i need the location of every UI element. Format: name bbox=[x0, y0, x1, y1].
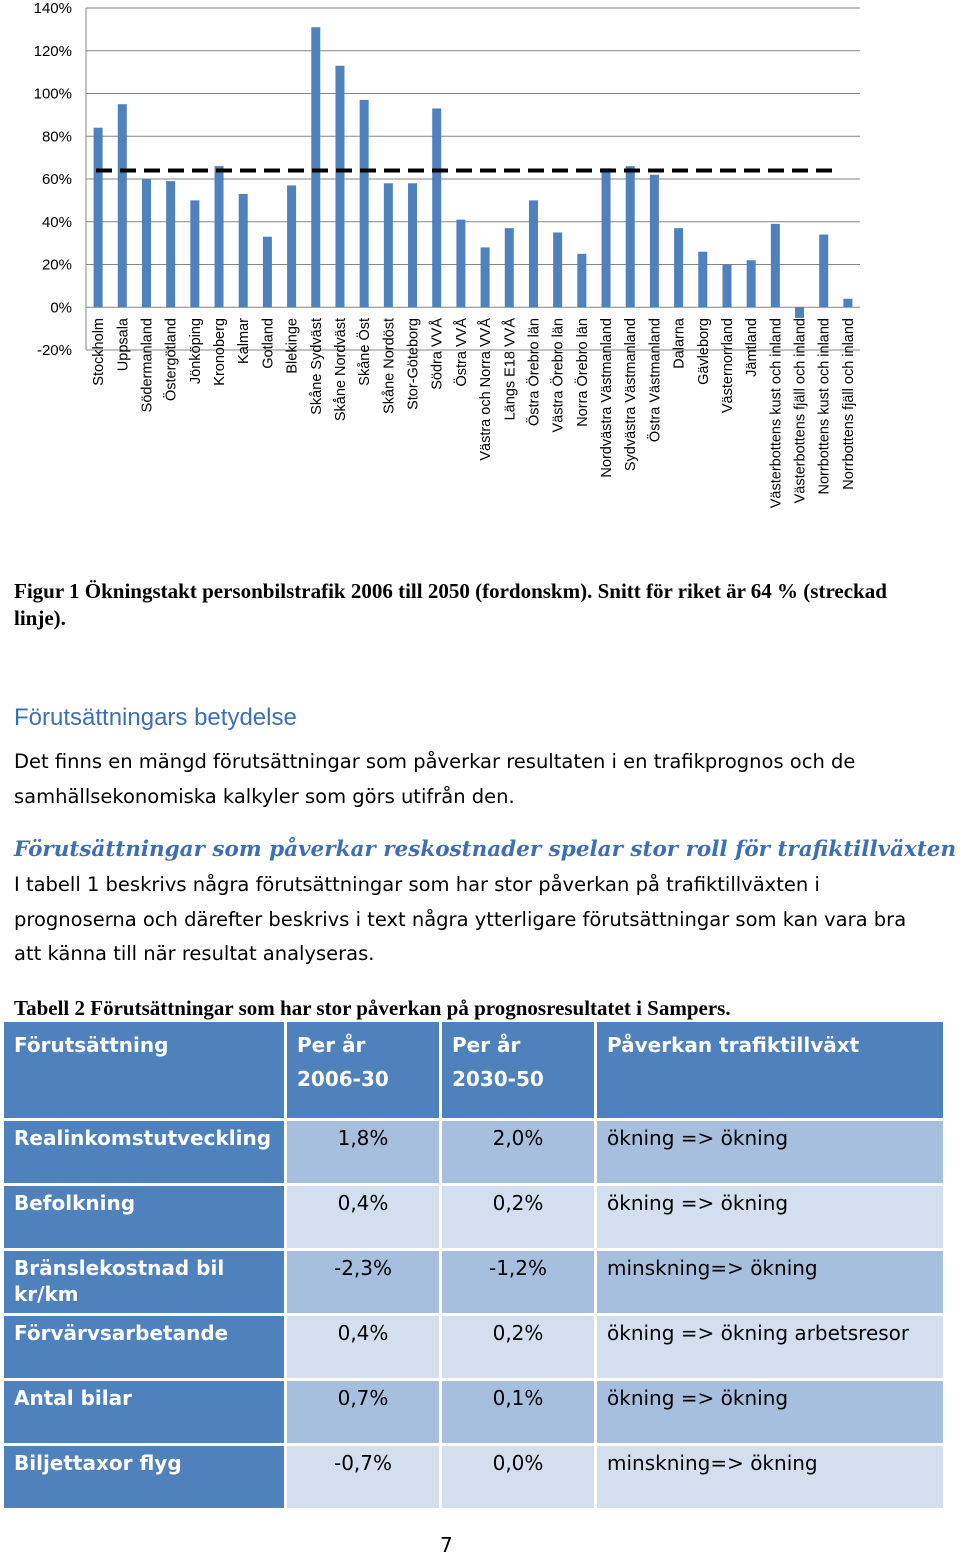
section-heading: Förutsättningars betydelse bbox=[14, 704, 297, 731]
bar bbox=[674, 228, 683, 307]
x-category-label: Västra Örebro län bbox=[550, 318, 567, 433]
growth-bar-chart bbox=[0, 0, 960, 560]
body-paragraph: I tabell 1 beskrivs några förutsättningar som har stor påverkan på trafiktillväxten i prognoserna och därefter beskrivs i text några ytterligare förutsättningar som kan vara bra att känna till när resultat analyseras. bbox=[14, 873, 907, 965]
row-value-period2: 0,2% bbox=[439, 1183, 594, 1248]
x-category-label: Kronoberg bbox=[212, 318, 229, 386]
header-cell-period2 bbox=[439, 1022, 594, 1118]
x-category-label: Kalmar bbox=[236, 318, 253, 364]
bar bbox=[771, 224, 780, 307]
x-category-label: Skåne Nordöst bbox=[381, 318, 398, 414]
x-category-label: Uppsala bbox=[115, 318, 132, 372]
table-header-row bbox=[4, 1022, 943, 1118]
header-assumption-label: Förutsättning bbox=[14, 1033, 169, 1057]
x-category-label: Skåne Öst bbox=[357, 318, 374, 386]
row-label: Befolkning bbox=[4, 1183, 284, 1248]
row-value-period1: -2,3% bbox=[284, 1248, 439, 1313]
header-period1-line2: 2006-30 bbox=[297, 1067, 389, 1091]
bar bbox=[166, 181, 175, 307]
x-category-label: Västerbottens fjäll och inland bbox=[792, 318, 809, 504]
subheading: Förutsättningar som påverkar reskostnader spelar stor roll för trafiktillväxten bbox=[14, 837, 957, 862]
row-label: Förvärvsarbetande bbox=[4, 1313, 284, 1378]
x-category-label: Blekinge bbox=[284, 318, 301, 374]
table-row bbox=[4, 1443, 943, 1508]
bar bbox=[311, 27, 320, 307]
header-period1-line1: Per år bbox=[297, 1033, 366, 1057]
bar bbox=[118, 104, 127, 307]
x-category-label: Norra Örebro län bbox=[574, 318, 591, 427]
header-period2-line1: Per år bbox=[452, 1033, 521, 1057]
table-row bbox=[4, 1183, 943, 1248]
header-cell-effect bbox=[594, 1022, 943, 1118]
x-category-label: Sydvästra Västmanland bbox=[623, 318, 640, 472]
bar bbox=[747, 260, 756, 307]
bar bbox=[432, 108, 441, 307]
x-category-label: Östra Västmanland bbox=[647, 318, 664, 443]
row-value-period2: 0,1% bbox=[439, 1378, 594, 1443]
bar bbox=[239, 194, 248, 307]
x-category-label: Norrbottens kust och inland bbox=[816, 318, 833, 495]
bar bbox=[529, 200, 538, 307]
row-value-period2: 0,2% bbox=[439, 1313, 594, 1378]
page-number: 7 bbox=[440, 1533, 453, 1557]
row-label: Biljettaxor flyg bbox=[4, 1443, 284, 1508]
bar bbox=[698, 252, 707, 308]
chart-bars bbox=[94, 27, 853, 318]
y-tick-label: 140% bbox=[33, 0, 72, 17]
x-category-label: Östra VVÅ bbox=[453, 318, 470, 387]
row-effect: minskning=> ökning bbox=[594, 1248, 943, 1313]
bar bbox=[456, 220, 465, 308]
x-category-label: Skåne Sydväst bbox=[308, 318, 325, 415]
bar bbox=[408, 183, 417, 307]
x-category-label: Jönköping bbox=[187, 318, 204, 385]
bar bbox=[505, 228, 514, 307]
bar bbox=[190, 200, 199, 307]
bar bbox=[142, 179, 151, 307]
intro-paragraph: Det finns en mängd förutsättningar som påverkar resultaten i en trafikprognos och de samhällsekonomiska kalkyler som görs utifrån den. bbox=[14, 750, 856, 808]
y-tick-label: 0% bbox=[50, 299, 72, 317]
bar bbox=[360, 100, 369, 307]
x-category-label: Stockholm bbox=[91, 318, 108, 386]
x-category-label: Norrbottens fjäll och inland bbox=[840, 318, 857, 490]
bar bbox=[819, 235, 828, 308]
figure-caption: Figur 1 Ökningstakt personbilstrafik 2006 till 2050 (fordonskm). Snitt för riket är 64 % (streckad linje). bbox=[14, 579, 887, 630]
x-category-label: Jämtland bbox=[744, 318, 761, 377]
x-category-label: Södermanland bbox=[139, 318, 156, 413]
row-value-period1: 0,4% bbox=[284, 1183, 439, 1248]
bar bbox=[335, 66, 344, 308]
row-value-period1: 0,7% bbox=[284, 1378, 439, 1443]
bar bbox=[795, 307, 804, 318]
x-axis-labels bbox=[91, 317, 857, 508]
row-value-period2: 2,0% bbox=[439, 1118, 594, 1183]
x-category-label: Östergötland bbox=[163, 318, 180, 402]
y-tick-label: -20% bbox=[36, 342, 72, 359]
row-value-period2: -1,2% bbox=[439, 1248, 594, 1313]
table-row bbox=[4, 1313, 943, 1378]
y-tick-label: 20% bbox=[41, 256, 72, 274]
x-category-label: Nordvästra Västmanland bbox=[599, 318, 616, 478]
x-category-label: Västernorrland bbox=[719, 318, 736, 414]
x-category-label: Gävleborg bbox=[695, 318, 712, 385]
bar bbox=[263, 237, 272, 308]
table-row bbox=[4, 1248, 943, 1313]
header-effect-label: Påverkan trafiktillväxt bbox=[607, 1033, 860, 1057]
bar bbox=[481, 247, 490, 307]
x-category-label: Västerbottens kust och inland bbox=[768, 318, 785, 509]
chart-gridlines bbox=[86, 8, 860, 350]
row-label: Bränslekostnad bil kr/km bbox=[4, 1248, 284, 1313]
row-effect: ökning => ökning bbox=[594, 1118, 943, 1183]
x-category-label: Södra VVÅ bbox=[429, 318, 446, 390]
y-tick-label: 40% bbox=[41, 213, 72, 231]
row-value-period1: 0,4% bbox=[284, 1313, 439, 1378]
header-period2-line2: 2030-50 bbox=[452, 1067, 544, 1091]
bar bbox=[626, 166, 635, 307]
x-category-label: Östra Örebro län bbox=[526, 318, 543, 426]
y-tick-label: 60% bbox=[41, 171, 72, 188]
row-label: Antal bilar bbox=[4, 1378, 284, 1443]
row-value-period2: 0,0% bbox=[439, 1443, 594, 1508]
row-effect: minskning=> ökning bbox=[594, 1443, 943, 1508]
row-label: Realinkomstutveckling bbox=[4, 1118, 284, 1183]
header-cell-period1 bbox=[284, 1022, 439, 1118]
y-tick-label: 120% bbox=[33, 42, 72, 60]
row-value-period1: -0,7% bbox=[284, 1443, 439, 1508]
x-category-label: Gotland bbox=[260, 318, 277, 369]
row-effect: ökning => ökning bbox=[594, 1378, 943, 1443]
bar bbox=[94, 128, 103, 308]
bar bbox=[215, 166, 224, 307]
assumptions-table bbox=[4, 1022, 943, 1508]
bar bbox=[722, 265, 731, 308]
x-category-label: Stor-Göteborg bbox=[405, 318, 422, 410]
x-category-label: Längs E18 VVÅ bbox=[502, 318, 519, 421]
row-value-period1: 1,8% bbox=[284, 1118, 439, 1183]
bar bbox=[577, 254, 586, 307]
bar bbox=[843, 299, 852, 308]
x-category-label: Dalarna bbox=[671, 318, 688, 369]
x-category-label: Västra och Norra VVÅ bbox=[478, 318, 495, 461]
x-category-label: Skåne Nordväst bbox=[332, 318, 349, 422]
y-axis-ticks bbox=[34, 0, 72, 359]
bar bbox=[650, 175, 659, 308]
table-caption: Tabell 2 Förutsättningar som har stor påverkan på prognosresultatet i Sampers. bbox=[14, 996, 731, 1020]
table-row bbox=[4, 1118, 943, 1183]
header-cell-assumption bbox=[4, 1022, 284, 1118]
bar bbox=[602, 168, 611, 307]
table-row bbox=[4, 1378, 943, 1443]
bar bbox=[287, 185, 296, 307]
row-effect: ökning => ökning bbox=[594, 1183, 943, 1248]
bar bbox=[384, 183, 393, 307]
y-tick-label: 100% bbox=[33, 85, 72, 103]
y-tick-label: 80% bbox=[41, 128, 72, 146]
row-effect: ökning => ökning arbetsresor bbox=[594, 1313, 943, 1378]
bar bbox=[553, 232, 562, 307]
